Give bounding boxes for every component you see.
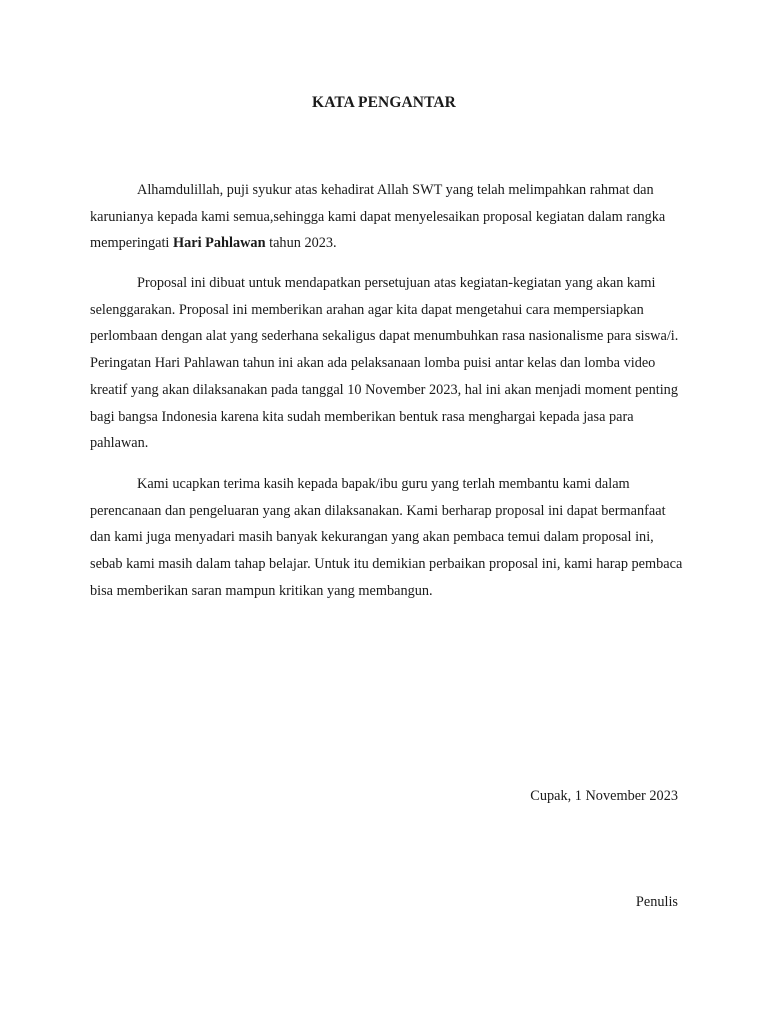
paragraph-opening-tail: tahun 2023. <box>265 235 337 252</box>
paragraph-opening-text: Alhamdulillah, puji syukur atas kehadirat Allah SWT yang telah melimpahkan rahmat dan karunianya kepada kami semua,sehingga kami dapat menyelesaikan proposal kegiatan dalam rangka memperingati <box>90 182 666 252</box>
paragraph-opening <box>90 177 686 257</box>
page-title: KATA PENGANTAR <box>312 94 456 111</box>
event-name-bold: Hari Pahlawan <box>172 235 266 252</box>
paragraph-thanks-text: Kami ucapkan terima kasih kepada bapak/ibu guru yang terlah membantu kami dalam perencanaan dan pengeluaran yang akan dilaksanakan. Kami berharap proposal ini dapat bermanfaat dan kami juga menyadari masih banyak kekurangan yang akan pembaca temui dalam proposal ini, sebab kami masih dalam tahap belajar. Untuk itu demikian perbaikan proposal ini, kami harap pembaca bisa memberikan saran mampun kritikan yang membangun. <box>90 476 683 599</box>
signer: Penulis <box>635 894 678 910</box>
paragraph-purpose <box>90 270 686 457</box>
paragraph-purpose-text: Proposal ini dibuat untuk mendapatkan persetujuan atas kegiatan-kegiatan yang akan kami selenggarakan. Proposal ini memberikan arahan agar kita dapat mengetahui cara mempersiapkan perlombaan dengan alat yang sederhana sekaligus dapat menumbuhkan rasa nasionalisme para siswa/i. Peringatan Hari Pahlawan tahun ini akan ada pelaksanaan lomba puisi antar kelas dan lomba video kreatif yang akan dilaksanakan pada tanggal 10 November 2023, hal ini akan menjadi moment penting bagi bangsa Indonesia karena kita sudah memberikan bentuk rasa menghargai kepada jasa para pahlawan. <box>90 275 679 452</box>
place-date: Cupak, 1 November 2023 <box>530 788 678 804</box>
paragraph-thanks <box>90 471 686 605</box>
